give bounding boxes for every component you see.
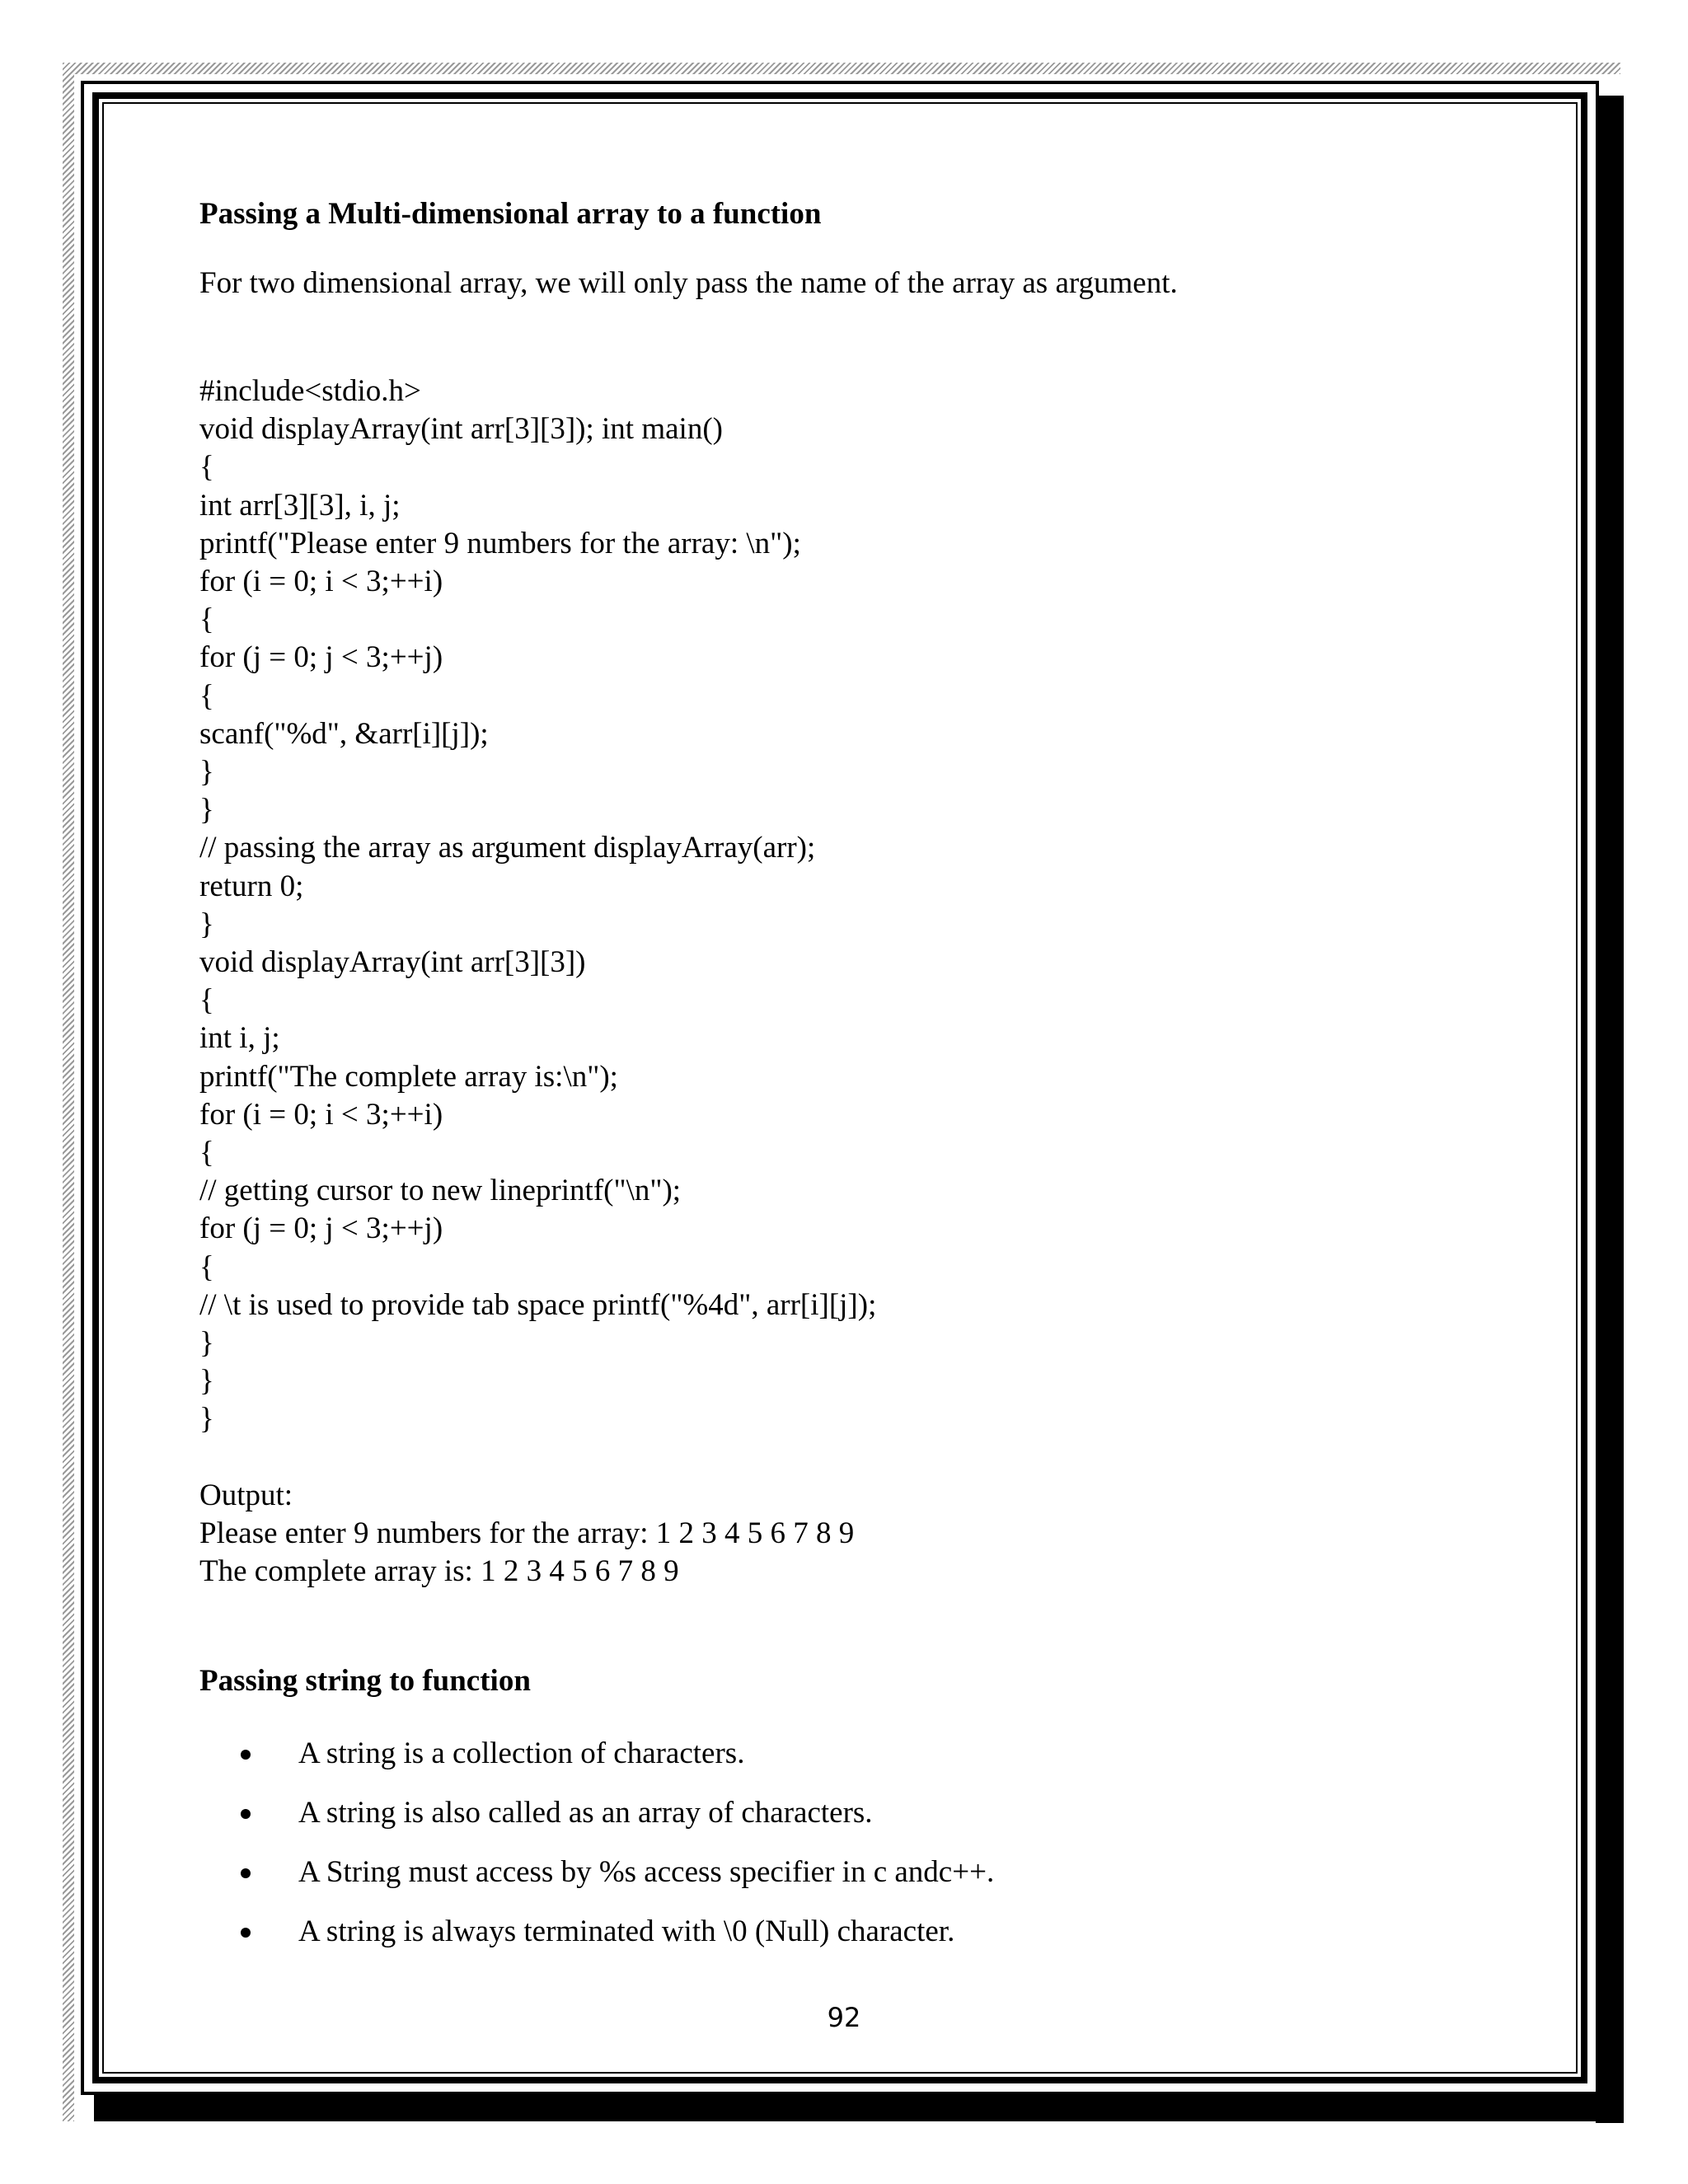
code-line: } [199,793,214,827]
code-line: { [199,602,214,637]
code-block [199,373,1518,1439]
page-number: 92 [827,2002,861,2033]
code-line: #include<stdio.h> [199,374,421,408]
code-line: // getting cursor to new lineprintf("\n"); [199,1174,682,1208]
code-line: { [199,1249,214,1284]
bullet-icon [241,1750,251,1760]
code-line: int arr[3][3], i, j; [199,488,401,523]
code-line: for (i = 0; i < 3;++i) [199,565,443,599]
code-line: // passing the array as argument displayArray(arr); [199,831,816,865]
list-item: A string is always terminated with \0 (Null) character. [199,1912,1518,1971]
output-line: The complete array is: 1 2 3 4 5 6 7 8 9 [199,1554,679,1588]
code-line: } [199,907,214,941]
code-line: for (j = 0; j < 3;++j) [199,1212,443,1246]
code-line: return 0; [199,869,304,903]
bullet-icon [241,1868,251,1878]
code-line: { [199,450,214,485]
bullet-list [199,1734,1518,1971]
bullet-icon [241,1928,251,1938]
code-line: { [199,678,214,713]
list-item: A string is a collection of characters. [199,1734,1518,1793]
section-heading-multidim: Passing a Multi-dimensional array to a function [199,197,822,231]
code-line: } [199,755,214,790]
border-hatch-left [63,63,74,2121]
list-item: A string is also called as an array of characters. [199,1793,1518,1853]
code-line: // \t is used to provide tab space printf("%4d", arr[i][j]); [199,1287,877,1322]
output-label: Output: [199,1478,293,1512]
intro-paragraph: For two dimensional array, we will only pass the name of the array as argument. [199,266,1178,300]
code-line: { [199,1136,214,1170]
code-line: void displayArray(int arr[3][3]); int main() [199,412,723,447]
bullet-icon [241,1809,251,1819]
border-shadow-right [1596,96,1624,2123]
code-line: int i, j; [199,1021,280,1056]
code-line: printf("The complete array is:\n"); [199,1059,618,1094]
code-line: } [199,1364,214,1399]
output-line: Please enter 9 numbers for the array: 1 2 3 4 5 6 7 8 9 [199,1516,855,1550]
page-content [199,194,1518,1971]
code-line: { [199,983,214,1018]
output-block [199,1477,1518,1591]
list-item: A String must access by %s access specifier in c andc++. [199,1853,1518,1912]
border-hatch-top [63,63,1620,74]
code-line: scanf("%d", &arr[i][j]); [199,716,489,751]
code-line: printf("Please enter 9 numbers for the array: \n"); [199,526,801,560]
code-line: } [199,1402,214,1436]
code-line: for (j = 0; j < 3;++j) [199,640,443,675]
code-line: void displayArray(int arr[3][3]) [199,945,586,980]
border-shadow-bottom [94,2093,1624,2121]
section-heading-string: Passing string to function [199,1663,531,1698]
code-line: } [199,1326,214,1361]
code-line: for (i = 0; i < 3;++i) [199,1097,443,1132]
